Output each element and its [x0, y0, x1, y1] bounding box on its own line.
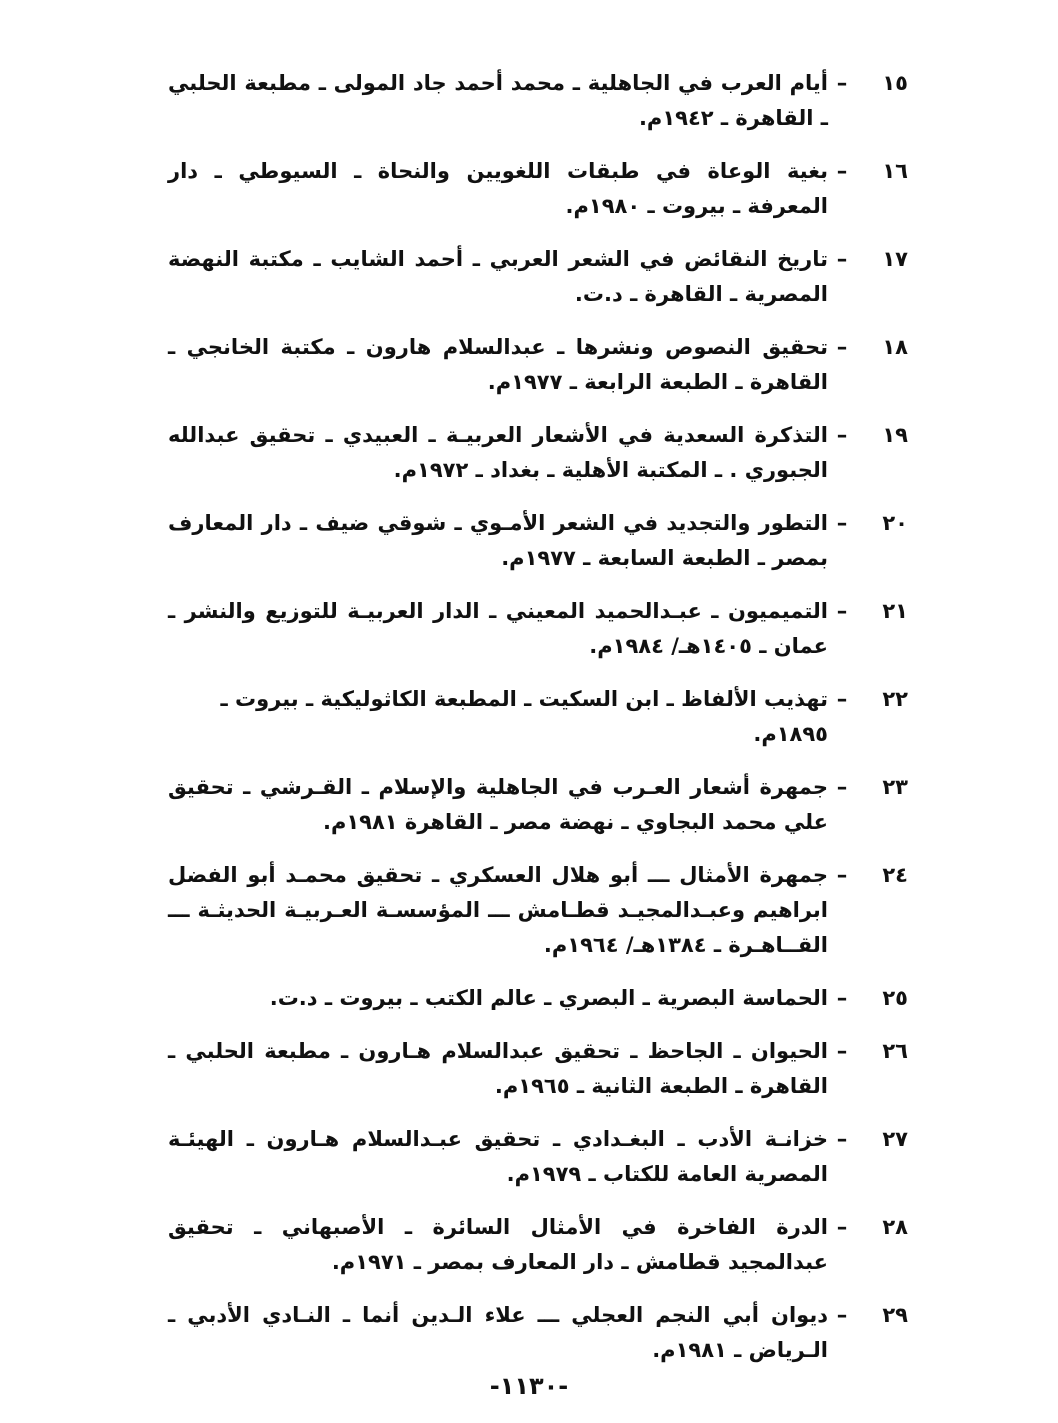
reference-dash: – — [836, 247, 848, 271]
reference-text: التذكرة السعدية في الأشعار العربيـة ـ العبيدي ـ تحقيق عبدالله الجبوري . ـ المكتبة الأهلية ـ بغداد ـ ١٩٧٢م. — [168, 423, 828, 482]
reference-item — [168, 1122, 908, 1192]
reference-item — [168, 1210, 908, 1280]
reference-text: جمهرة الأمثال ـــ أبو هلال العسكري ـ تحقيق محمـد أبو الفضل ابراهيم وعبـدالمجيـد قطـامش ـــ المؤسسـة العـربيـة الحديثـة ـــ القــاهـرة ـ ١٣٨٤هـ/ ١٩٦٤م. — [168, 863, 828, 957]
reference-dash: – — [836, 687, 848, 711]
reference-dash: – — [836, 986, 848, 1010]
reference-text: بغية الوعاة في طبقات اللغويين والنحاة ـ السيوطي ـ دار المعرفة ـ بيروت ـ ١٩٨٠م. — [168, 159, 828, 218]
reference-list — [168, 66, 908, 1386]
reference-dash: – — [836, 1303, 848, 1327]
reference-text: أيام العرب في الجاهلية ـ محمد أحمد جاد المولى ـ مطبعة الحلبي ـ القاهرة ـ ١٩٤٢م. — [168, 71, 828, 130]
reference-dash: – — [836, 599, 848, 623]
reference-item — [168, 981, 908, 1016]
reference-text: تهذيب الألفاظ ـ ابن السكيت ـ المطبعة الكاثوليكية ـ بيروت ـ ١٨٩٥م. — [220, 687, 828, 746]
reference-dash: – — [836, 423, 848, 447]
reference-number: ٢٥ — [882, 986, 908, 1010]
reference-item — [168, 154, 908, 224]
reference-number: ١٩ — [882, 423, 908, 447]
reference-item — [168, 682, 908, 752]
reference-dash: – — [836, 71, 848, 95]
page-number: -١١٣٠- — [489, 1372, 569, 1400]
reference-number: ١٦ — [882, 159, 908, 183]
reference-text: تاريخ النقائض في الشعر العربي ـ أحمد الشايب ـ مكتبة النهضة المصرية ـ القاهرة ـ د.ت. — [168, 247, 828, 306]
reference-text: تحقيق النصوص ونشرها ـ عبدالسلام هارون ـ مكتبة الخانجي ـ القاهرة ـ الطبعة الرابعة ـ ١٩٧٧م. — [168, 335, 828, 394]
reference-number: ٢٢ — [882, 687, 908, 711]
reference-dash: – — [836, 1039, 848, 1063]
reference-dash: – — [836, 159, 848, 183]
reference-text: الحماسة البصرية ـ البصري ـ عالم الكتب ـ بيروت ـ د.ت. — [269, 986, 828, 1010]
reference-item — [168, 1034, 908, 1104]
reference-item — [168, 770, 908, 840]
reference-dash: – — [836, 511, 848, 535]
reference-number: ٢١ — [882, 599, 908, 623]
reference-text: جمهرة أشعار العـرب في الجاهلية والإسلام ـ القـرشي ـ تحقيق علي محمد البجاوي ـ نهضة مصر ـ القاهرة ١٩٨١م. — [168, 775, 828, 834]
reference-number: ١٧ — [882, 247, 908, 271]
reference-dash: – — [836, 335, 848, 359]
reference-dash: – — [836, 775, 848, 799]
reference-number: ٢٠ — [882, 511, 908, 535]
reference-number: ٢٦ — [882, 1039, 908, 1063]
reference-number: ٢٩ — [882, 1303, 908, 1327]
reference-dash: – — [836, 1215, 848, 1239]
reference-item — [168, 594, 908, 664]
reference-number: ١٨ — [882, 335, 908, 359]
reference-text: ديوان أبي النجم العجلي ـــ علاء الـدين أنما ـ النـادي الأدبي ـ الـرياض ـ ١٩٨١م. — [168, 1303, 828, 1362]
reference-text: الحيوان ـ الجاحظ ـ تحقيق عبدالسلام هـارون ـ مطبعة الحلبي ـ القاهرة ـ الطبعة الثانية ـ ١٩٦٥م. — [168, 1039, 828, 1098]
reference-number: ٢٨ — [882, 1215, 908, 1239]
reference-dash: – — [836, 1127, 848, 1151]
reference-item — [168, 242, 908, 312]
reference-text: الدرة الفاخرة في الأمثال السائرة ـ الأصبهاني ـ تحقيق عبدالمجيد قطامش ـ دار المعارف بمصر ـ ١٩٧١م. — [168, 1215, 828, 1274]
reference-text: التميميون ـ عبـدالحميد المعيني ـ الدار العربيـة للتوزيع والنشر ـ عمان ـ ١٤٠٥هـ/ ١٩٨٤م. — [168, 599, 828, 658]
reference-item — [168, 506, 908, 576]
reference-dash: – — [836, 863, 848, 887]
reference-item — [168, 66, 908, 136]
reference-number: ٢٧ — [882, 1127, 908, 1151]
reference-number: ٢٣ — [882, 775, 908, 799]
reference-item — [168, 858, 908, 963]
reference-item — [168, 1298, 908, 1368]
reference-number: ٢٤ — [882, 863, 908, 887]
reference-text: خزانـة الأدب ـ البغـدادي ـ تحقيق عبـدالسلام هـارون ـ الهيئـة المصرية العامة للكتاب ـ ١٩٧٩م. — [168, 1127, 828, 1186]
reference-text: التطور والتجديد في الشعر الأمـوي ـ شوقي ضيف ـ دار المعارف بمصر ـ الطبعة السابعة ـ ١٩٧٧م. — [168, 511, 828, 570]
reference-item — [168, 330, 908, 400]
reference-number: ١٥ — [882, 71, 908, 95]
reference-item — [168, 418, 908, 488]
